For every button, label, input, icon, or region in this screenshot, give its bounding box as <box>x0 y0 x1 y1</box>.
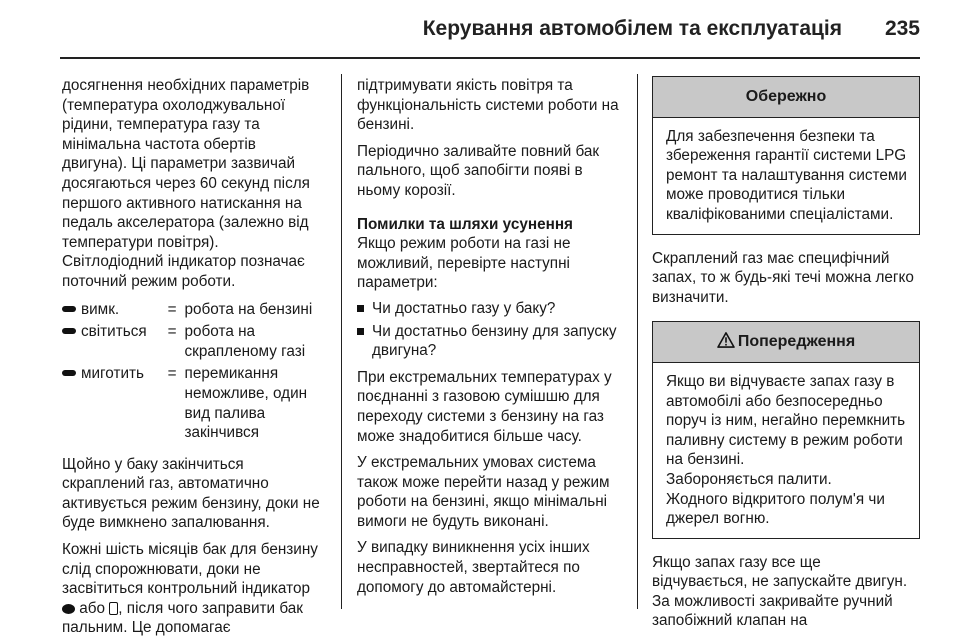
column-divider-2 <box>637 74 638 609</box>
paragraph: підтримувати якість повітря та функціональність системи роботи на бензині. <box>357 77 619 134</box>
indicator-meaning: робота на скрапленому газі <box>184 323 306 360</box>
warning-box <box>652 321 920 538</box>
page-number: 235 <box>884 17 920 40</box>
paragraph: При екстремальних температурах у поєднанні з газовою сумішшю для переходу системи з бензину на газ може знадобитися більше часу. <box>357 368 612 445</box>
paragraph: У екстремальних умовах система також може перейти назад у режим роботи на бензині, якщо мінімальні вимоги не будуть виконані. <box>357 454 610 530</box>
led-dash-icon <box>62 370 76 376</box>
column-3 <box>652 76 920 631</box>
warning-triangle-icon <box>717 332 735 348</box>
fuel-indicator-icon <box>62 604 75 614</box>
paragraph: У випадку виникнення усіх інших несправностей, звертайтеся по допомогу до автомайстерні. <box>357 539 590 596</box>
paragraph: Якщо запах газу все ще відчувається, не запускайте двигун. За можливості закривайте ручний запобіжний клапан на <box>652 553 908 630</box>
caution-box <box>652 76 920 235</box>
warning-line: Якщо ви відчуваєте запах газу в автомобілі або безпосередньо поруч із ним, негайно перемкнить паливну систему в режим роботи на бензині. <box>666 372 906 469</box>
paragraph <box>62 540 324 638</box>
paragraph-text: Кожні шість місяців бак для бензину слід спорожнювати, доки не засвітиться контрольний індикатор <box>62 541 318 598</box>
paragraph: Якщо режим роботи на газі не можливий, перевірте наступні параметри: <box>357 235 571 292</box>
page-header <box>0 0 960 60</box>
warning-text <box>653 363 919 538</box>
indicator-meaning: робота на бензині <box>184 300 313 318</box>
column-2 <box>357 76 623 597</box>
led-dash-icon <box>62 306 76 312</box>
indicator-meaning: перемикання неможливе, один вид палива закінчився <box>184 365 308 442</box>
section-heading: Помилки та шляхи усунення <box>357 215 573 233</box>
list-item-text: Чи достатньо газу у баку? <box>372 299 556 317</box>
column-divider-1 <box>341 74 342 609</box>
indicator-row-lit <box>62 322 324 361</box>
column-1 <box>62 76 324 638</box>
lpg-indicator-icon <box>109 602 118 615</box>
warning-header <box>653 322 919 363</box>
caution-text: Для забезпечення безпеки та збереження гарантії системи LPG ремонт та налаштування системи може проводитися тільки кваліфікованими спеціалістами. <box>666 127 907 223</box>
equals-sign: = <box>167 300 177 318</box>
warning-line: Жодного відкритого полум'я чи джерел вогню. <box>666 490 885 528</box>
led-dash-icon <box>62 328 76 334</box>
warning-line: Забороняється палити. <box>666 470 832 488</box>
list-item <box>357 322 623 361</box>
paragraph: досягнення необхідних параметрів (температура охолоджувальної рідини, температура газу та мінімальна частота обертів двигуна). Ці параметри зазвичай досягаються через 60 секунд після першого активного натискання на педаль акселератора (залежно від температури повітря). <box>62 77 310 251</box>
indicator-state: вимк. <box>81 300 120 318</box>
paragraph: Щойно у баку закінчиться скраплений газ, автоматично активується режим бензину, доки не буде вимкнено запалювання. <box>62 455 320 532</box>
bullet-icon <box>357 305 364 312</box>
paragraph: Періодично заливайте повний бак пального, щоб запобігти появі в ньому корозії. <box>357 142 600 199</box>
caution-title: Обережно <box>653 77 919 118</box>
list-item <box>357 299 623 319</box>
indicator-row-off <box>62 300 324 320</box>
paragraph: Скраплений газ має специфічний запах, то ж будь-які течі можна легко визначити. <box>652 249 914 306</box>
paragraph-text: , після чого заправити бак пальним. Це допомагає <box>62 599 303 637</box>
bullet-icon <box>357 328 364 335</box>
equals-sign: = <box>167 323 177 341</box>
list-item-text: Чи достатньо бензину для запуску двигуна? <box>372 322 617 360</box>
equals-sign: = <box>167 365 177 383</box>
indicator-table <box>62 300 324 443</box>
indicator-state: світиться <box>81 323 147 341</box>
warning-title: Попередження <box>737 333 856 351</box>
paragraph: Світлодіодний індикатор позначає поточний режим роботи. <box>62 253 305 290</box>
page-title: Керування автомобілем та експлуатація <box>422 17 842 40</box>
checklist <box>357 299 623 361</box>
paragraph-text: або <box>79 599 106 617</box>
indicator-state: миготить <box>81 365 145 383</box>
indicator-row-flashing <box>62 364 324 442</box>
header-divider <box>60 57 920 59</box>
